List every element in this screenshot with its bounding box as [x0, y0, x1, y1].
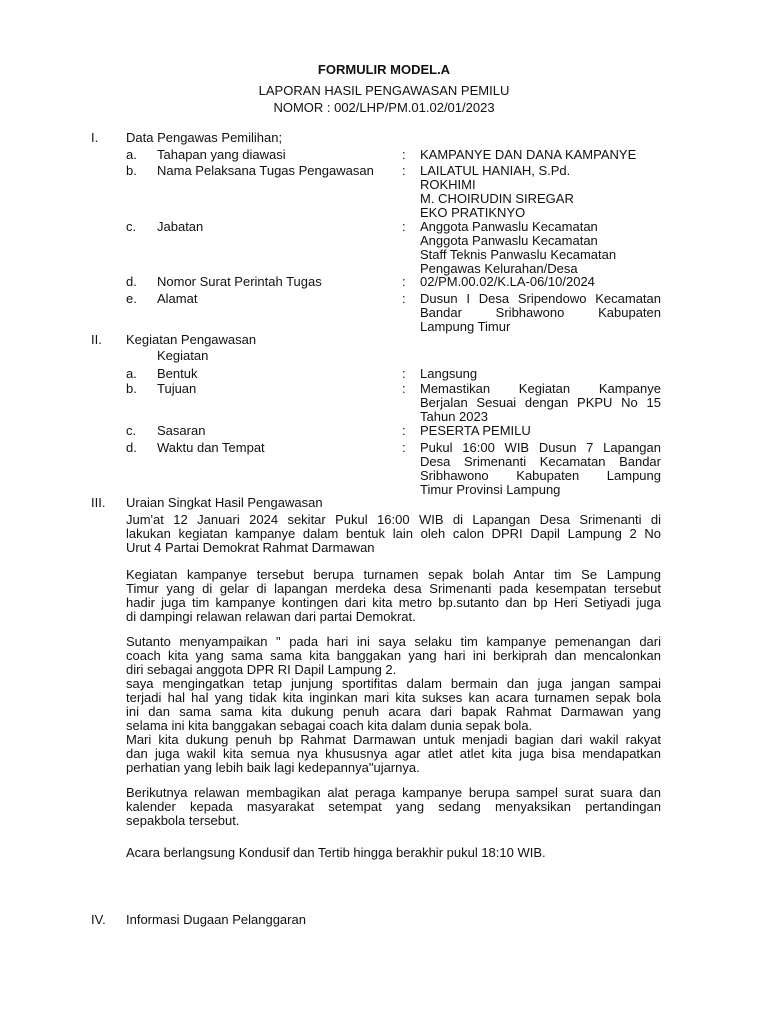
value-line: Tahun 2023 [420, 409, 488, 424]
paragraph-line: Acara berlangsung Kondusif dan Tertib hingga berakhir pukul 18:10 WIB. [126, 845, 546, 860]
field-value [420, 424, 661, 438]
field-value [420, 148, 661, 162]
value-line: Anggota Panwaslu Kecamatan [420, 219, 598, 234]
report-paragraph-3 [126, 635, 661, 775]
field-letter: b. [126, 163, 137, 178]
field-colon: : [402, 366, 406, 381]
field-value [420, 441, 661, 497]
value-line: Timur Provinsi Lampung [420, 482, 561, 497]
field-letter: a. [126, 366, 137, 381]
value-line: Lampung Timur [420, 319, 511, 334]
paragraph-line: dan juga wakil kita semua nya khususnya agar atlet atlet kita juga bisa mendapatkan [126, 746, 661, 761]
field-label: Waktu dan Tempat [157, 440, 265, 455]
paragraph-line: Berikutnya relawan membagikan alat peraga kampanye berupa sampel surat suara dan [126, 785, 661, 800]
field-value [420, 220, 661, 276]
field-letter: a. [126, 147, 137, 162]
field-letter: d. [126, 440, 137, 455]
report-paragraph-5 [126, 846, 661, 860]
value-line: Langsung [420, 366, 478, 381]
paragraph-line: coach kita yang sama sama kita banggakan yang hari ini berkiprah dan mencalonkan [126, 648, 661, 663]
section-1-heading: Data Pengawas Pemilihan; [126, 130, 283, 145]
field-value [420, 275, 661, 289]
paragraph-line: di dampingi relawan relawan dari partai Demokrat. [126, 609, 416, 624]
field-letter: e. [126, 291, 137, 306]
value-line: Pengawas Kelurahan/Desa [420, 261, 578, 276]
section-2-heading: Kegiatan Pengawasan [126, 332, 257, 347]
field-label: Tahapan yang diawasi [157, 147, 286, 162]
paragraph-line: ini dan sama sama kita dukung penuh acara dari bapak Rahmat Darmawan yang [126, 704, 661, 719]
field-letter: d. [126, 274, 137, 289]
value-line: KAMPANYE DAN DANA KAMPANYE [420, 147, 637, 162]
value-line: Anggota Panwaslu Kecamatan [420, 233, 598, 248]
field-colon: : [402, 147, 406, 162]
paragraph-line: perhatian yang lebih baik lagi kedepannya"ujarnya. [126, 760, 420, 775]
field-letter: c. [126, 219, 137, 234]
paragraph-line: selama ini kita banggakan sebagai coach kita dalam dunia sepak bola. [126, 718, 533, 733]
value-line: EKO PRATIKNYO [420, 205, 526, 220]
value-line: LAILATUL HANIAH, S.Pd. [420, 163, 571, 178]
report-number: NOMOR : 002/LHP/PM.01.02/01/2023 [273, 100, 495, 115]
form-title: FORMULIR MODEL.A [317, 62, 451, 77]
field-label: Jabatan [157, 219, 204, 234]
paragraph-line: terjadi hal hal yang tidak kita inginkan mari kita sukses kan acara turnamen sepak bola [126, 690, 661, 705]
paragraph-line: Timur yang di gelar di lapangan merdeka desa Srimenanti pada kesempatan tersebut [126, 581, 661, 596]
section-1-number: I. [91, 130, 99, 145]
paragraph-line: Kegiatan kampanye tersebut berupa turnamen sepak bolah Antar tim Se Lampung [126, 567, 661, 582]
field-label: Alamat [157, 291, 198, 306]
field-colon: : [402, 219, 406, 234]
paragraph-line: Urut 4 Partai Demokrat Rahmat Darmawan [126, 540, 375, 555]
value-line: Dusun I Desa Sripendowo Kecamatan [420, 291, 661, 306]
value-line: PESERTA PEMILU [420, 423, 531, 438]
value-line: Desa Srimenanti Kecamatan Bandar [420, 454, 661, 469]
value-line: Berjalan Sesuai dengan PKPU No 15 [420, 395, 661, 410]
field-colon: : [402, 423, 406, 438]
field-letter: c. [126, 423, 137, 438]
field-label: Bentuk [157, 366, 198, 381]
paragraph-line: Jum'at 12 Januari 2024 sekitar Pukul 16:00 WIB di Lapangan Desa Srimenanti di [126, 512, 661, 527]
paragraph-line: kalender kepada masyarakat setempat yang sedang menyaksikan pertandingan [126, 799, 661, 814]
field-colon: : [402, 274, 406, 289]
paragraph-line: Mari kita dukung penuh bp Rahmat Darmawan untuk menjadi bagian dari wakil rakyat [126, 732, 661, 747]
value-line: ROKHIMI [420, 177, 476, 192]
field-label: Nama Pelaksana Tugas Pengawasan [157, 163, 374, 178]
section-3-number: III. [91, 495, 106, 510]
report-subtitle: LAPORAN HASIL PENGAWASAN PEMILU [258, 83, 510, 98]
report-paragraph-4 [126, 786, 661, 828]
field-colon: : [402, 440, 406, 455]
section-4-number: IV. [91, 912, 106, 927]
section-4-heading: Informasi Dugaan Pelanggaran [126, 912, 306, 927]
field-colon: : [402, 163, 406, 178]
paragraph-line: diri sebagai anggota DPR RI Dapil Lampung 2. [126, 662, 397, 677]
field-label: Sasaran [157, 423, 206, 438]
field-value [420, 367, 661, 381]
field-letter: b. [126, 381, 137, 396]
report-paragraph-2 [126, 568, 661, 624]
value-line: Sribhawono Kabupaten Lampung [420, 468, 661, 483]
field-value [420, 382, 661, 424]
field-label: Tujuan [157, 381, 197, 396]
section-2-subheading: Kegiatan [157, 348, 209, 363]
field-value [420, 292, 661, 334]
field-label: Nomor Surat Perintah Tugas [157, 274, 322, 289]
paragraph-line: sepakbola tersebut. [126, 813, 240, 828]
paragraph-line: Sutanto menyampaikan " pada hari ini saya selaku tim kampanye pemenangan dari [126, 634, 661, 649]
field-colon: : [402, 381, 406, 396]
report-paragraph-1 [126, 513, 661, 555]
field-value [420, 164, 661, 220]
value-line: Pukul 16:00 WIB Dusun 7 Lapangan [420, 440, 661, 455]
paragraph-line: lakukan kegiatan kampanye dalam bentuk lain oleh calon DPRI Dapil Lampung 2 No [126, 526, 661, 541]
paragraph-line: hadir juga tim kampanye kontingen dari kita metro bp.sutanto dan bp Heri Setiyadi juga [126, 595, 661, 610]
section-2-number: II. [91, 332, 102, 347]
field-colon: : [402, 291, 406, 306]
value-line: 02/PM.00.02/K.LA-06/10/2024 [420, 274, 595, 289]
value-line: Staff Teknis Panwaslu Kecamatan [420, 247, 617, 262]
paragraph-line: saya mengingatkan tetap junjung sportifitas dalam bermain dan juga jangan sampai [126, 676, 661, 691]
section-3-heading: Uraian Singkat Hasil Pengawasan [126, 495, 323, 510]
value-line: Memastikan Kegiatan Kampanye [420, 381, 661, 396]
value-line: M. CHOIRUDIN SIREGAR [420, 191, 574, 206]
value-line: Bandar Sribhawono Kabupaten [420, 305, 661, 320]
